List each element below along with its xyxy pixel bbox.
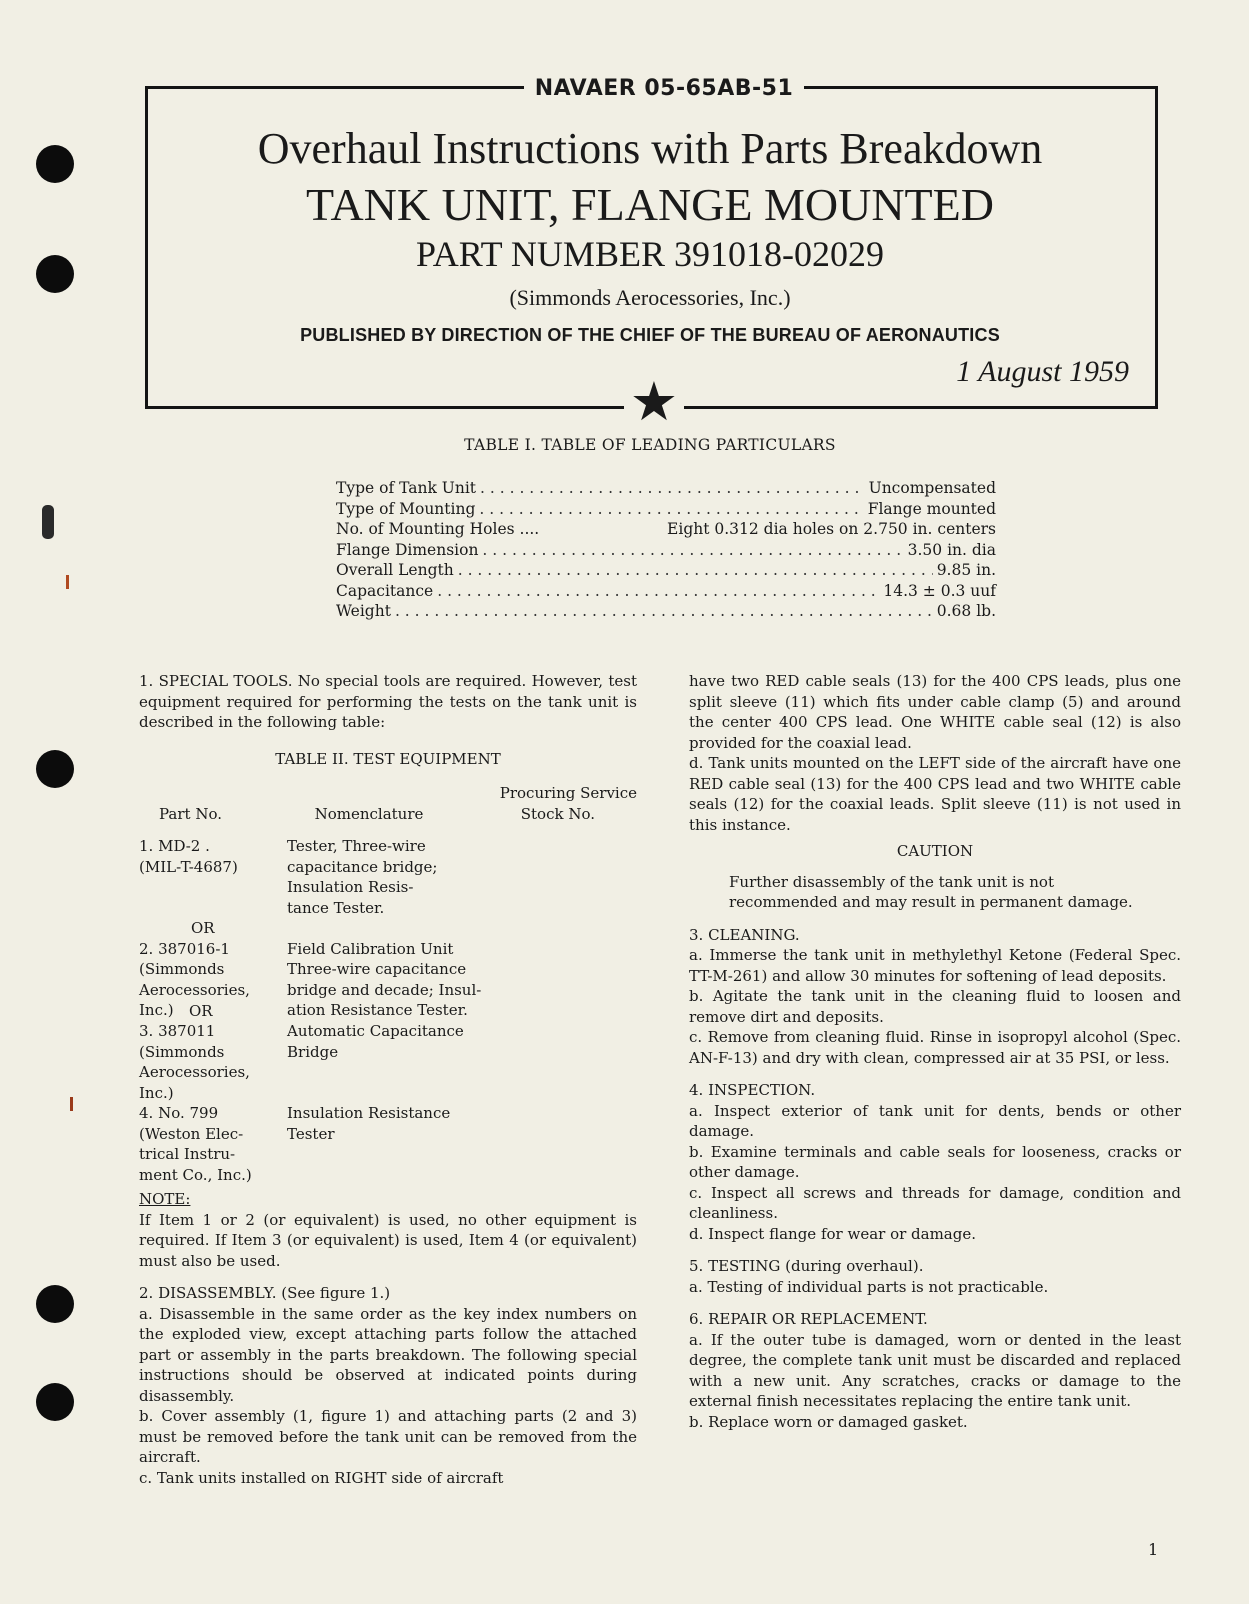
cleaning-heading: 3. CLEANING. xyxy=(689,925,800,944)
table2-col-stock: Stock No. xyxy=(520,804,595,823)
inspection-d: d. Inspect flange for wear or damage. xyxy=(689,1224,976,1243)
repair-a: a. If the outer tube is damaged, worn or dented in the least degree, the complete tank unit must be discarded and replaced with a new unit. Any scratches, cracks or damage to the external finish necessitates replacing the entire tank unit. xyxy=(689,1330,1181,1410)
particular-row xyxy=(336,499,996,520)
special-tools-paragraph: 1. SPECIAL TOOLS. No special tools are required. However, test equipment required for performing the tests on the tank unit is described in the following table: xyxy=(139,672,637,731)
table2-part-no: 1. MD-2 . (MIL-T-4687) xyxy=(139,837,238,876)
particular-label: Overall Length xyxy=(336,561,454,579)
table1-title: TABLE I. TABLE OF LEADING PARTICULARS xyxy=(464,436,836,454)
table2-row xyxy=(139,1021,637,1103)
particular-label: No. of Mounting Holes .... xyxy=(336,520,540,538)
disassembly-d: d. Tank units mounted on the LEFT side of the aircraft have one RED cable seal (13) for the 400 CPS lead and two WHITE cable seals (12) for the coaxial leads. Split sleeve (11) is not used in this instance. xyxy=(689,754,1181,834)
publisher-line: PUBLISHED BY DIRECTION OF THE CHIEF OF THE BUREAU OF AERONAUTICS xyxy=(300,325,1000,345)
table2-nomenclature: Field Calibration Unit Three-wire capacitance bridge and decade; Insul- ation Resistance Tester. xyxy=(287,939,482,1019)
table2-header-procuring: Procuring Service xyxy=(499,784,637,802)
particular-value: 3.50 in. dia xyxy=(907,540,996,559)
cleaning-c: c. Remove from cleaning fluid. Rinse in isopropyl alcohol (Spec. AN-F-13) and dry with clean, compressed air at 35 PSI, or less. xyxy=(689,1028,1181,1067)
table2-row xyxy=(139,939,637,1021)
particular-label: Flange Dimension xyxy=(336,540,479,559)
table2-title: TABLE II. TEST EQUIPMENT xyxy=(275,749,501,768)
document-number: NAVAER 05-65AB-51 xyxy=(524,76,804,102)
binder-hole xyxy=(36,750,74,788)
particular-label: Type of Tank Unit xyxy=(336,479,477,497)
particular-label: Weight xyxy=(336,602,391,620)
table2-col-nomenclature: Nomenclature xyxy=(314,804,424,823)
part-number: PART NUMBER 391018-02029 xyxy=(416,234,884,274)
table2-nomenclature: Tester, Three-wire capacitance bridge; Insulation Resis- tance Tester. xyxy=(287,837,438,917)
header-box-bottom-left xyxy=(145,406,627,409)
particular-row xyxy=(336,478,996,499)
header-box-bottom-right xyxy=(682,406,1158,409)
particular-value: 9.85 in. xyxy=(936,561,996,579)
particular-label: Capacitance xyxy=(336,581,434,600)
cleaning-b: b. Agitate the tank unit in the cleaning fluid to loosen and remove dirt and deposits. xyxy=(689,987,1181,1026)
disassembly-a: a. Disassemble in the same order as the key index numbers on the exploded view, except attaching parts follow the attached part or assembly in the parts breakdown. The following special instructions should be observed at indicated points during disassembly. xyxy=(139,1304,637,1405)
margin-ink-mark xyxy=(66,575,69,589)
disassembly-b: b. Cover assembly (1, figure 1) and attaching parts (2 and 3) must be removed before the tank unit can be removed from the aircraft. xyxy=(139,1407,637,1466)
particular-row xyxy=(336,519,996,540)
table2-row xyxy=(139,836,637,918)
leading-particulars-table xyxy=(336,478,996,622)
table2-col-part: Part No. xyxy=(159,804,222,823)
left-column xyxy=(139,671,637,1488)
margin-ink-mark xyxy=(70,1097,73,1111)
star-icon: ★ xyxy=(624,372,684,432)
disassembly-c-continued: have two RED cable seals (13) for the 400 CPS leads, plus one split sleeve (11) which fits under cable clamp (5) and around the center 400 CPS lead. One WHITE cable seal (12) is also provided for the coaxial lead. xyxy=(689,672,1181,752)
particular-value: Eight 0.312 dia holes on 2.750 in. centers xyxy=(667,520,996,538)
document-subject: TANK UNIT, FLANGE MOUNTED xyxy=(306,179,994,230)
header-box-left xyxy=(145,86,148,408)
binder-hole xyxy=(36,1285,74,1323)
table2-part-no: 3. 387011 (Simmonds Aerocessories, Inc.) xyxy=(139,1022,250,1102)
inspection-a: a. Inspect exterior of tank unit for dents, bends or other damage. xyxy=(689,1101,1181,1140)
table2-row xyxy=(139,1103,637,1185)
particular-row xyxy=(336,560,996,581)
table2-nomenclature: Automatic Capacitance Bridge xyxy=(287,1022,464,1061)
particular-value: 0.68 lb. xyxy=(936,602,996,620)
particular-row xyxy=(336,581,996,602)
publication-date: 1 August 1959 xyxy=(956,355,1129,388)
inspection-c: c. Inspect all screws and threads for damage, condition and cleanliness. xyxy=(689,1183,1181,1222)
inspection-b: b. Examine terminals and cable seals for looseness, cracks or other damage. xyxy=(689,1142,1181,1181)
table2-nomenclature: Insulation Resistance Tester xyxy=(287,1104,451,1143)
caution-text: Further disassembly of the tank unit is not recommended and may result in permanent damage. xyxy=(729,872,1133,911)
testing-heading: 5. TESTING (during overhaul). xyxy=(689,1257,924,1275)
header-box-top-left xyxy=(145,86,527,89)
note-heading: NOTE: xyxy=(139,1190,191,1208)
margin-ink-mark xyxy=(42,505,54,539)
document-title: Overhaul Instructions with Parts Breakdown xyxy=(257,124,1043,173)
repair-heading: 6. REPAIR OR REPLACEMENT. xyxy=(689,1310,928,1328)
table2-part-no: 2. 387016-1 (Simmonds Aerocessories, Inc.) xyxy=(139,939,250,1019)
testing-a: a. Testing of individual parts is not practicable. xyxy=(689,1277,1049,1296)
header-box-right xyxy=(1155,86,1158,408)
cleaning-a: a. Immerse the tank unit in methylethyl Ketone (Federal Spec. TT-M-261) and allow 30 minutes for softening of lead deposits. xyxy=(689,946,1181,985)
table2-part-no: 4. No. 799 (Weston Elec- trical Instru- ment Co., Inc.) xyxy=(139,1104,252,1184)
header-box-top-right xyxy=(802,86,1158,89)
table2-or: OR xyxy=(189,1001,213,1020)
table2-or: OR xyxy=(191,919,215,937)
page-number: 1 xyxy=(1148,1540,1159,1559)
note-text: If Item 1 or 2 (or equivalent) is used, no other equipment is required. If Item 3 (or equivalent) is used, Item 4 (or equivalent) must also be used. xyxy=(139,1210,637,1270)
particular-label: Type of Mounting xyxy=(336,499,476,518)
disassembly-heading: 2. DISASSEMBLY. (See figure 1.) xyxy=(139,1284,391,1302)
particular-row xyxy=(336,540,996,561)
particular-value: Uncompensated xyxy=(868,479,996,497)
repair-b: b. Replace worn or damaged gasket. xyxy=(689,1412,968,1431)
binder-hole xyxy=(36,1383,74,1421)
manufacturer: (Simmonds Aerocessories, Inc.) xyxy=(509,285,791,310)
disassembly-c: c. Tank units installed on RIGHT side of aircraft xyxy=(139,1468,504,1487)
caution-heading: CAUTION xyxy=(896,842,974,860)
particular-row xyxy=(336,601,996,622)
table2-header-row xyxy=(139,804,637,825)
inspection-heading: 4. INSPECTION. xyxy=(689,1081,816,1099)
binder-hole xyxy=(36,255,74,293)
particular-value: Flange mounted xyxy=(867,499,996,518)
binder-hole xyxy=(36,145,74,183)
right-column xyxy=(689,671,1181,1432)
particular-value: 14.3 ± 0.3 uuf xyxy=(883,581,996,600)
